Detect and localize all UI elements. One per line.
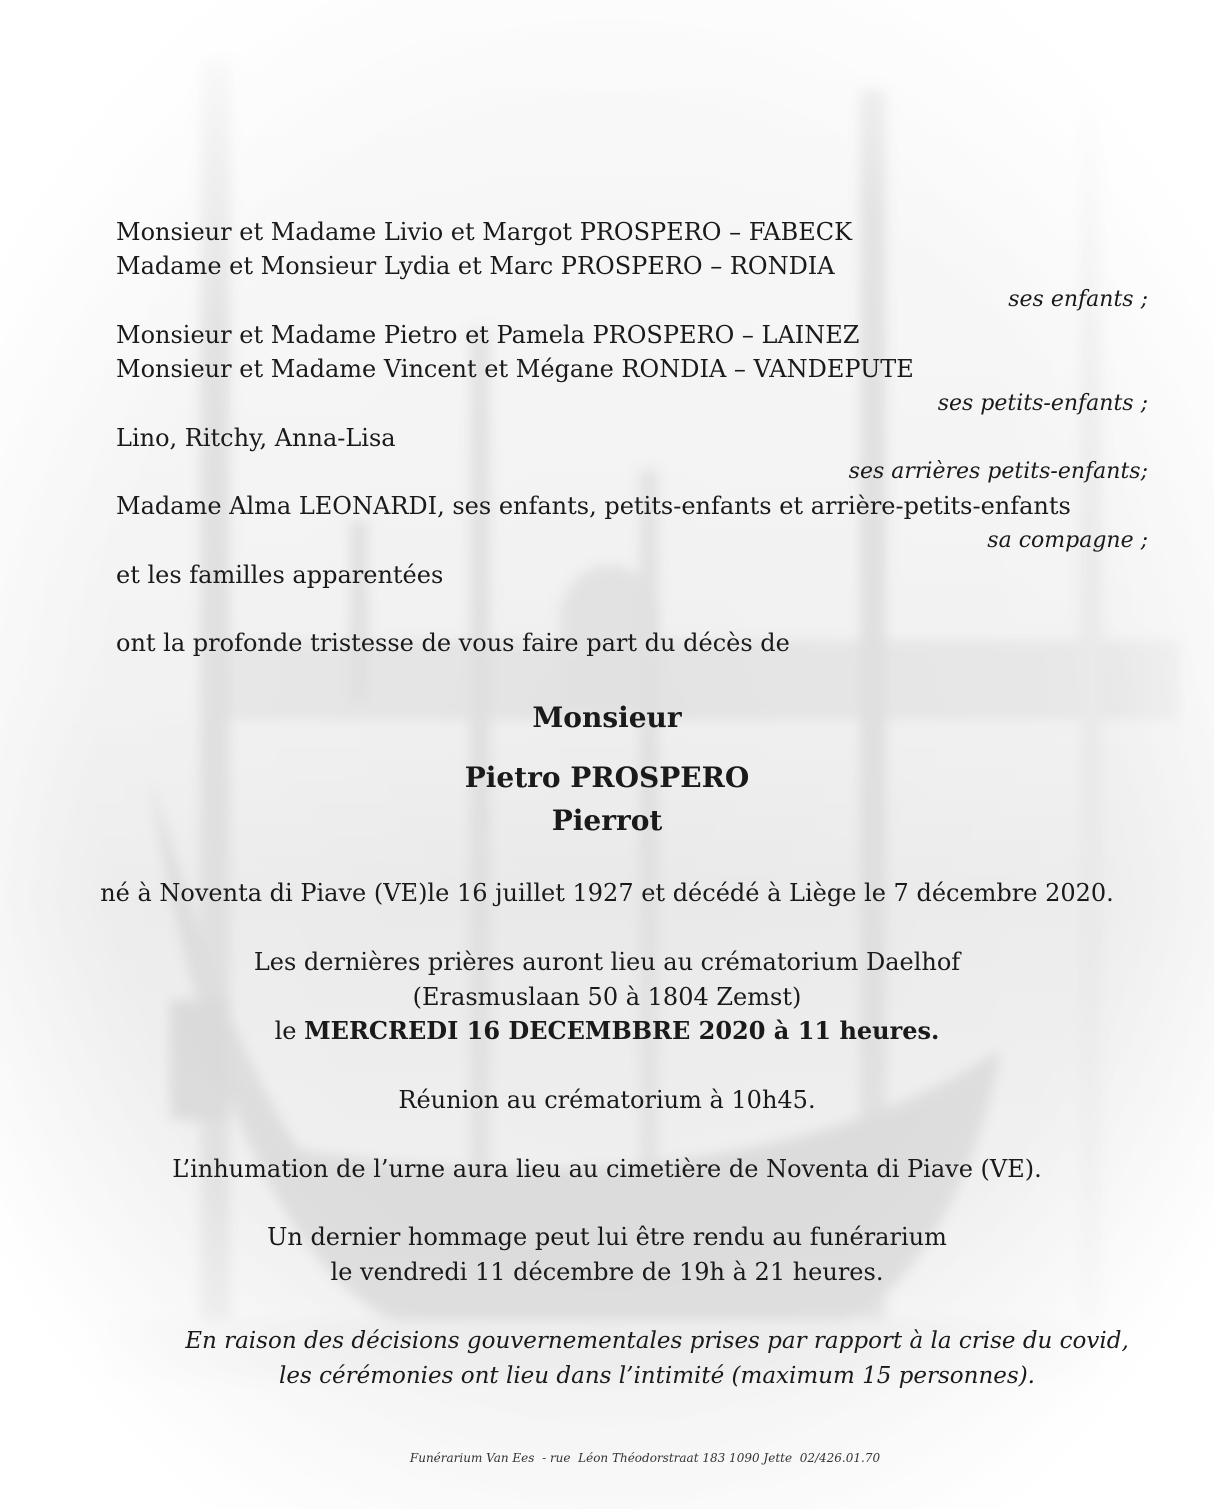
prayers-line-1: Les dernières prières auront lieu au crématorium Daelhof bbox=[253, 948, 961, 976]
deceased-name: Pietro PROSPERO bbox=[464, 761, 750, 794]
funeral-home-footer: Funérarium Van Ees - rue Léon Théodorstraat 183 1090 Jette 02/426.01.70 bbox=[409, 1451, 881, 1465]
relatives-line: et les familles apparentées bbox=[116, 561, 444, 589]
grandchildren-role: ses petits-enfants ; bbox=[937, 391, 1148, 416]
deceased-nickname: Pierrot bbox=[551, 804, 663, 837]
announcement-line: ont la profonde tristesse de vous faire part du décès de bbox=[116, 629, 790, 657]
great-grandchildren-line: Lino, Ritchy, Anna-Lisa bbox=[116, 424, 396, 452]
covid-line-1: En raison des décisions gouvernementales prises par rapport à la crise du covid, bbox=[185, 1328, 1129, 1354]
children-role: ses enfants ; bbox=[1008, 287, 1148, 312]
birth-death-line: né à Noventa di Piave (VE)le 16 juillet 1927 et décédé à Liège le 7 décembre 2020. bbox=[100, 879, 1114, 907]
covid-line-2: les cérémonies ont lieu dans l’intimité (maximum 15 personnes). bbox=[279, 1363, 1035, 1389]
companion-role: sa compagne ; bbox=[987, 528, 1148, 553]
prayers-line-3 bbox=[0, 1014, 1214, 1048]
ceremony-date: MERCREDI 16 DECEMBBRE 2020 à 11 heures. bbox=[304, 1016, 940, 1045]
grandchildren-line-2: Monsieur et Madame Vincent et Mégane RONDIA – VANDEPUTE bbox=[116, 355, 914, 383]
tribute-line-1: Un dernier hommage peut lui être rendu au funérarium bbox=[267, 1223, 947, 1251]
children-line-1: Monsieur et Madame Livio et Margot PROSPERO – FABECK bbox=[116, 218, 853, 246]
tribute-line-2: le vendredi 11 décembre de 19h à 21 heures. bbox=[330, 1258, 884, 1286]
meeting-line: Réunion au crématorium à 10h45. bbox=[398, 1086, 816, 1114]
children-line-2: Madame et Monsieur Lydia et Marc PROSPERO – RONDIA bbox=[116, 252, 835, 280]
grandchildren-line-1: Monsieur et Madame Pietro et Pamela PROSPERO – LAINEZ bbox=[116, 321, 860, 349]
deceased-honorific: Monsieur bbox=[532, 701, 682, 734]
burial-line: L’inhumation de l’urne aura lieu au cimetière de Noventa di Piave (VE). bbox=[172, 1155, 1042, 1183]
prayers-line-2: (Erasmuslaan 50 à 1804 Zemst) bbox=[412, 983, 802, 1011]
great-grandchildren-role: ses arrières petits-enfants; bbox=[848, 459, 1148, 484]
prayers-line-3-prefix: le bbox=[274, 1017, 305, 1045]
companion-line: Madame Alma LEONARDI, ses enfants, petits-enfants et arrière-petits-enfants bbox=[116, 492, 1071, 520]
